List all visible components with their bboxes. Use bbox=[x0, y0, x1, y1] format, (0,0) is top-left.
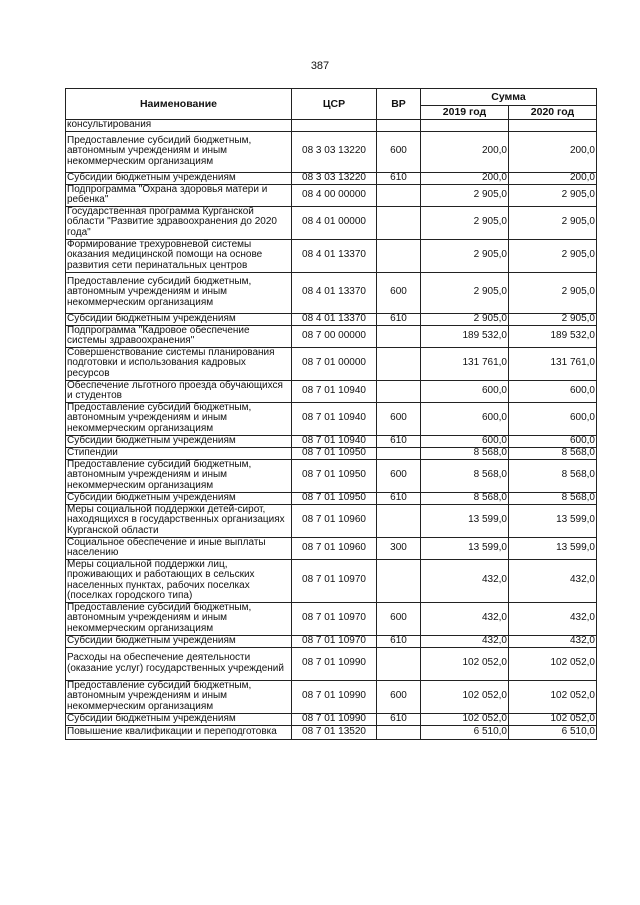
table-row bbox=[66, 239, 597, 272]
cell-name: Подпрограмма "Кадровое обеспечение системы здравоохранения" bbox=[66, 325, 292, 347]
cell-2020: 102 052,0 bbox=[509, 647, 597, 680]
cell-csr: 08 4 01 13370 bbox=[292, 272, 377, 313]
table-row bbox=[66, 313, 597, 325]
cell-2020: 2 905,0 bbox=[509, 313, 597, 325]
cell-vr: 610 bbox=[377, 713, 421, 725]
cell-2020: 2 905,0 bbox=[509, 239, 597, 272]
cell-name: Субсидии бюджетным учреждениям bbox=[66, 492, 292, 504]
cell-csr: 08 7 01 13520 bbox=[292, 725, 377, 739]
cell-name: Предоставление субсидий бюджетным, автономным учреждениям и иным некоммерческим организациям bbox=[66, 402, 292, 435]
cell-2019: 600,0 bbox=[421, 435, 509, 447]
cell-2020: 8 568,0 bbox=[509, 447, 597, 459]
cell-2019: 200,0 bbox=[421, 172, 509, 184]
cell-2020: 600,0 bbox=[509, 402, 597, 435]
cell-2020: 600,0 bbox=[509, 380, 597, 402]
cell-2020: 2 905,0 bbox=[509, 184, 597, 206]
table-row bbox=[66, 447, 597, 459]
cell-name: Стипендии bbox=[66, 447, 292, 459]
cell-2020: 8 568,0 bbox=[509, 459, 597, 492]
cell-csr: 08 7 01 10950 bbox=[292, 492, 377, 504]
cell-csr: 08 7 01 00000 bbox=[292, 347, 377, 380]
header-vr: ВР bbox=[377, 89, 421, 120]
cell-name: Расходы на обеспечение деятельности (оказание услуг) государственных учреждений bbox=[66, 647, 292, 680]
cell-2019: 2 905,0 bbox=[421, 272, 509, 313]
cell-2019: 13 599,0 bbox=[421, 537, 509, 559]
cell-2019: 8 568,0 bbox=[421, 492, 509, 504]
cell-csr: 08 7 01 10970 bbox=[292, 635, 377, 647]
table-row bbox=[66, 635, 597, 647]
cell-csr: 08 7 01 10970 bbox=[292, 559, 377, 602]
table-row bbox=[66, 131, 597, 172]
table-row bbox=[66, 537, 597, 559]
cell-name: Субсидии бюджетным учреждениям bbox=[66, 713, 292, 725]
cell-vr bbox=[377, 325, 421, 347]
cell-csr: 08 7 01 10970 bbox=[292, 602, 377, 635]
table-row bbox=[66, 206, 597, 239]
header-2020: 2020 год bbox=[509, 106, 597, 120]
cell-2020: 6 510,0 bbox=[509, 725, 597, 739]
budget-table bbox=[65, 88, 597, 740]
cell-csr: 08 7 01 10940 bbox=[292, 435, 377, 447]
cell-csr: 08 3 03 13220 bbox=[292, 131, 377, 172]
cell-name: Совершенствование системы планирования подготовки и использования кадровых ресурсов bbox=[66, 347, 292, 380]
cell-csr: 08 7 01 10990 bbox=[292, 713, 377, 725]
cell-2020: 13 599,0 bbox=[509, 537, 597, 559]
cell-name: Предоставление субсидий бюджетным, автономным учреждениям и иным некоммерческим организациям bbox=[66, 459, 292, 492]
table-row bbox=[66, 559, 597, 602]
cell-2019: 13 599,0 bbox=[421, 504, 509, 537]
cell-2020: 102 052,0 bbox=[509, 680, 597, 713]
cell-2019: 600,0 bbox=[421, 380, 509, 402]
cell-vr bbox=[377, 504, 421, 537]
cell-vr: 600 bbox=[377, 402, 421, 435]
cell-name: Подпрограмма "Охрана здоровья матери и ребенка" bbox=[66, 184, 292, 206]
cell-vr bbox=[377, 347, 421, 380]
cell-2020: 200,0 bbox=[509, 131, 597, 172]
cell-csr: 08 4 01 13370 bbox=[292, 313, 377, 325]
cell-2019: 102 052,0 bbox=[421, 680, 509, 713]
cell-2020: 432,0 bbox=[509, 602, 597, 635]
cell-2020: 8 568,0 bbox=[509, 492, 597, 504]
cell-csr: 08 7 01 10990 bbox=[292, 680, 377, 713]
cell-csr: 08 4 01 00000 bbox=[292, 206, 377, 239]
cell-name: Меры социальной поддержки лиц, проживающих и работающих в сельских населенных пунктах, рабочих поселках (поселках городского типа) bbox=[66, 559, 292, 602]
table-row bbox=[66, 272, 597, 313]
cell-vr bbox=[377, 647, 421, 680]
cell-vr: 600 bbox=[377, 602, 421, 635]
table-row bbox=[66, 380, 597, 402]
cell-vr: 600 bbox=[377, 680, 421, 713]
cell-vr: 600 bbox=[377, 131, 421, 172]
header-csr: ЦСР bbox=[292, 89, 377, 120]
cell-vr bbox=[377, 239, 421, 272]
cell-name: Обеспечение льготного проезда обучающихся и студентов bbox=[66, 380, 292, 402]
cell-csr: 08 7 01 10950 bbox=[292, 447, 377, 459]
table-row bbox=[66, 602, 597, 635]
cell-csr: 08 3 03 13220 bbox=[292, 172, 377, 184]
cell-vr: 610 bbox=[377, 313, 421, 325]
cell-2020: 2 905,0 bbox=[509, 272, 597, 313]
cell-2019: 8 568,0 bbox=[421, 459, 509, 492]
cell-2019: 2 905,0 bbox=[421, 184, 509, 206]
cell-name: Меры социальной поддержки детей-сирот, находящихся в государственных организациях Курганской области bbox=[66, 504, 292, 537]
header-sum: Сумма bbox=[421, 89, 597, 106]
table-row bbox=[66, 172, 597, 184]
cell-vr: 610 bbox=[377, 435, 421, 447]
cell-name: Предоставление субсидий бюджетным, автономным учреждениям и иным некоммерческим организациям bbox=[66, 272, 292, 313]
cell-vr: 610 bbox=[377, 635, 421, 647]
header-name: Наименование bbox=[66, 89, 292, 120]
cell-vr: 600 bbox=[377, 272, 421, 313]
cell-vr bbox=[377, 206, 421, 239]
table-body bbox=[66, 120, 597, 740]
table-row bbox=[66, 713, 597, 725]
cell-vr bbox=[377, 120, 421, 132]
table-row bbox=[66, 325, 597, 347]
cell-name: Предоставление субсидий бюджетным, автономным учреждениям и иным некоммерческим организациям bbox=[66, 602, 292, 635]
cell-csr: 08 7 01 10960 bbox=[292, 537, 377, 559]
cell-2019: 8 568,0 bbox=[421, 447, 509, 459]
cell-2019: 432,0 bbox=[421, 559, 509, 602]
table-row bbox=[66, 504, 597, 537]
cell-csr: 08 7 01 10990 bbox=[292, 647, 377, 680]
cell-name: Субсидии бюджетным учреждениям bbox=[66, 313, 292, 325]
cell-name: Субсидии бюджетным учреждениям bbox=[66, 172, 292, 184]
cell-name: Государственная программа Курганской области "Развитие здравоохранения до 2020 года" bbox=[66, 206, 292, 239]
cell-2019: 2 905,0 bbox=[421, 206, 509, 239]
cell-name: Формирование трехуровневой системы оказания медицинской помощи на основе развития сети перинатальных центров bbox=[66, 239, 292, 272]
cell-2020 bbox=[509, 120, 597, 132]
cell-csr: 08 4 01 13370 bbox=[292, 239, 377, 272]
cell-name: Социальное обеспечение и иные выплаты населению bbox=[66, 537, 292, 559]
cell-2019 bbox=[421, 120, 509, 132]
cell-csr bbox=[292, 120, 377, 132]
page-number: 387 bbox=[310, 60, 330, 72]
table-row bbox=[66, 347, 597, 380]
table-header bbox=[66, 89, 597, 120]
cell-2020: 189 532,0 bbox=[509, 325, 597, 347]
cell-csr: 08 4 00 00000 bbox=[292, 184, 377, 206]
cell-vr bbox=[377, 447, 421, 459]
cell-2020: 131 761,0 bbox=[509, 347, 597, 380]
cell-2019: 102 052,0 bbox=[421, 647, 509, 680]
cell-2020: 432,0 bbox=[509, 559, 597, 602]
cell-vr bbox=[377, 559, 421, 602]
cell-name: Предоставление субсидий бюджетным, автономным учреждениям и иным некоммерческим организациям bbox=[66, 680, 292, 713]
cell-csr: 08 7 01 10940 bbox=[292, 380, 377, 402]
cell-2019: 432,0 bbox=[421, 635, 509, 647]
cell-name: Повышение квалификации и переподготовка bbox=[66, 725, 292, 739]
cell-2020: 600,0 bbox=[509, 435, 597, 447]
cell-2019: 6 510,0 bbox=[421, 725, 509, 739]
cell-2019: 432,0 bbox=[421, 602, 509, 635]
cell-name: Субсидии бюджетным учреждениям bbox=[66, 635, 292, 647]
table-row bbox=[66, 402, 597, 435]
table-row bbox=[66, 459, 597, 492]
cell-2019: 200,0 bbox=[421, 131, 509, 172]
cell-csr: 08 7 01 10940 bbox=[292, 402, 377, 435]
table-row bbox=[66, 725, 597, 739]
cell-vr bbox=[377, 725, 421, 739]
table-row bbox=[66, 647, 597, 680]
cell-vr: 610 bbox=[377, 492, 421, 504]
cell-2019: 131 761,0 bbox=[421, 347, 509, 380]
cell-vr bbox=[377, 184, 421, 206]
table-row bbox=[66, 120, 597, 132]
cell-2020: 432,0 bbox=[509, 635, 597, 647]
table-row bbox=[66, 680, 597, 713]
cell-csr: 08 7 01 10960 bbox=[292, 504, 377, 537]
cell-csr: 08 7 01 10950 bbox=[292, 459, 377, 492]
cell-vr: 610 bbox=[377, 172, 421, 184]
table-row bbox=[66, 492, 597, 504]
cell-csr: 08 7 00 00000 bbox=[292, 325, 377, 347]
cell-2019: 189 532,0 bbox=[421, 325, 509, 347]
cell-2019: 2 905,0 bbox=[421, 313, 509, 325]
cell-2020: 200,0 bbox=[509, 172, 597, 184]
table-row bbox=[66, 184, 597, 206]
table-row bbox=[66, 435, 597, 447]
cell-vr: 600 bbox=[377, 459, 421, 492]
cell-2019: 600,0 bbox=[421, 402, 509, 435]
cell-name: консультирования bbox=[66, 120, 292, 132]
cell-2019: 102 052,0 bbox=[421, 713, 509, 725]
cell-name: Субсидии бюджетным учреждениям bbox=[66, 435, 292, 447]
cell-vr: 300 bbox=[377, 537, 421, 559]
header-2019: 2019 год bbox=[421, 106, 509, 120]
cell-name: Предоставление субсидий бюджетным, автономным учреждениям и иным некоммерческим организациям bbox=[66, 131, 292, 172]
cell-2020: 13 599,0 bbox=[509, 504, 597, 537]
cell-2020: 102 052,0 bbox=[509, 713, 597, 725]
cell-2020: 2 905,0 bbox=[509, 206, 597, 239]
cell-2019: 2 905,0 bbox=[421, 239, 509, 272]
cell-vr bbox=[377, 380, 421, 402]
